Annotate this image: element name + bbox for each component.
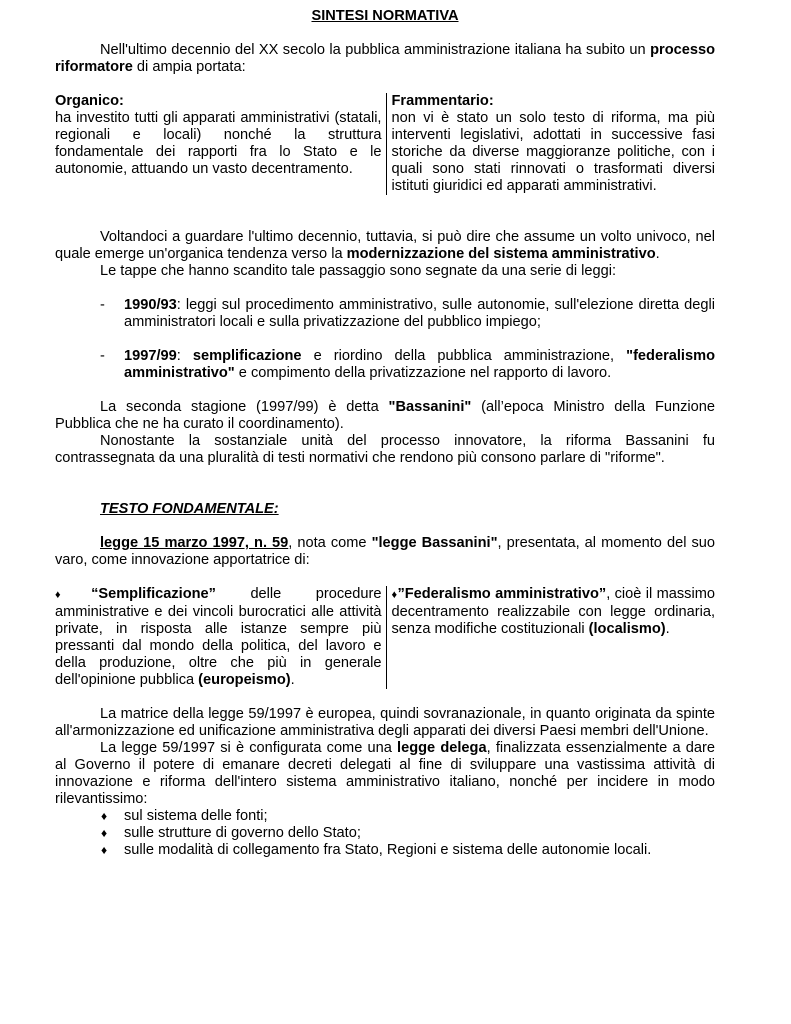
document-page	[55, 8, 715, 859]
para8-bold: legge delega	[397, 740, 487, 756]
legge-paragraph	[55, 535, 715, 569]
list-item	[55, 808, 715, 825]
modernizzazione-paragraph	[55, 229, 715, 263]
list-item-text: sulle modalità di collegamento fra Stato, Regioni e sistema delle autonomie locali.	[124, 842, 652, 858]
para8-text-end: , finalizzata essenzialmente a dare al Governo il potere di emanare decreti delegati al fine di sviluppare una vastissima attività di innovazione e riforma dell'intero sistema amministrativo italiano, nonché per incidere in modo rilevantissimo:	[55, 740, 715, 807]
list-item	[55, 297, 715, 331]
section-heading: TESTO FONDAMENTALE:	[100, 501, 279, 517]
riforme-paragraph: Nonostante la sostanziale unità del processo innovatore, la riforma Bassanini fu contrassegnata da una pluralità di testi normativi che rendono più consono parlare di "riforme".	[55, 433, 715, 466]
federalismo-text: , cioè il massimo decentramento realizzabile con legge ordinaria, senza modifiche costituzionali	[391, 586, 715, 637]
tappe-paragraph: Le tappe che hanno scandito tale passaggio sono segnate da una serie di leggi:	[100, 263, 617, 279]
semplificazione-column	[55, 586, 387, 689]
federalismo-column	[387, 586, 716, 689]
para4-bold: "Bassanini"	[388, 399, 472, 415]
para6-text: , nota come	[288, 535, 372, 551]
incidenza-list	[55, 808, 715, 859]
legge-delega-paragraph	[55, 740, 715, 808]
semplificazione-federalismo-table	[55, 586, 715, 689]
federalismo-heading: ”Federalismo amministrativo”	[397, 586, 607, 602]
step-year: 1990/93	[124, 297, 177, 313]
semplificazione-heading: “Semplificazione”	[91, 586, 216, 602]
semplificazione-end: .	[290, 672, 295, 688]
list-item-text: sulle strutture di governo dello Stato;	[124, 825, 361, 841]
intro-paragraph	[55, 42, 715, 76]
organico-heading: Organico:	[55, 93, 124, 109]
diamond-icon: ♦	[101, 843, 108, 857]
document-title: SINTESI NORMATIVA	[311, 8, 459, 24]
para6-text-end: , presentata, al momento del suo varo, come innovazione apportatrice di:	[55, 535, 716, 568]
organico-text: ha investito tutti gli apparati amministrativi (statali, regionali e locali) nonché la struttura fondamentale dei rapporti fra lo Stato e le autonomie, attuando un vasto decentramento.	[55, 110, 382, 177]
tappe-list	[55, 297, 715, 382]
intro-bold: processo riformatore	[55, 42, 715, 75]
step-bold: semplificazione	[192, 348, 302, 364]
diamond-icon: ♦	[391, 589, 398, 601]
para6-bold: "legge Bassanini"	[371, 535, 498, 551]
diamond-icon: ♦	[55, 589, 92, 601]
step-text: e riordino della pubblica amministrazione,	[301, 348, 627, 364]
organico-frammentario-table	[55, 93, 715, 195]
frammentario-text: non vi è stato un solo testo di riforma, ma più interventi legislativi, adottati in successive fasi storiche da diverse maggioranze politiche, con i quali sono stati rinnovati o trasformati diversi istituti giuridici ed apparati amministrativi.	[391, 110, 715, 194]
frammentario-heading: Frammentario:	[391, 93, 494, 109]
localismo-label: (localismo)	[588, 621, 666, 637]
legge-reference: legge 15 marzo 1997, n. 59	[100, 535, 289, 551]
list-item	[55, 348, 715, 382]
dash-marker: -	[100, 297, 105, 313]
para2-text-end: .	[655, 246, 660, 262]
federalismo-end: .	[665, 621, 670, 637]
para4-text-end: (all’epoca Ministro della Funzione Pubblica che ne ha curato il coordinamento).	[55, 399, 715, 432]
para4-text: La seconda stagione (1997/99) è detta	[100, 399, 389, 415]
frammentario-column	[387, 93, 716, 195]
para2-text: Voltandoci a guardare l'ultimo decennio, tuttavia, si può dire che assume un volto univoco, nel quale emerge un'organica tendenza verso la	[55, 229, 715, 262]
organico-column	[55, 93, 387, 195]
step-text-end: e compimento della privatizzazione nel rapporto di lavoro.	[234, 365, 612, 381]
diamond-icon: ♦	[101, 826, 108, 840]
step-bold: "federalismo amministrativo"	[124, 348, 715, 381]
step-sep: :	[176, 348, 193, 364]
matrice-paragraph: La matrice della legge 59/1997 è europea, quindi sovranazionale, in quanto originata da spinte all'armonizzazione ed unificazione amministrativa degli apparati dei diversi Paesi membri dell'Unione.	[55, 706, 715, 739]
step-text: : leggi sul procedimento amministrativo, sulle autonomie, sull'elezione diretta degli amministratori locali e sulla privatizzazione del pubblico impiego;	[124, 297, 715, 330]
bassanini-paragraph	[55, 399, 715, 433]
step-year: 1997/99	[124, 348, 177, 364]
intro-text-end: di ampia portata:	[132, 59, 246, 75]
para2-bold: modernizzazione del sistema amministrativo	[346, 246, 656, 262]
europeismo-label: (europeismo)	[198, 672, 291, 688]
intro-text: Nell'ultimo decennio del XX secolo la pubblica amministrazione italiana ha subito un	[100, 42, 651, 58]
para8-text: La legge 59/1997 si è configurata come una	[100, 740, 398, 756]
semplificazione-text: delle procedure amministrative e dei vincoli burocratici alle attività private, in risposta alle istanze sempre più pressanti dal mondo della politica, del lavoro e della produzione, oltre che più in generale dell'opinione pubblica	[55, 586, 382, 688]
list-item-text: sul sistema delle fonti;	[124, 808, 268, 824]
list-item	[55, 825, 715, 842]
dash-marker: -	[100, 348, 105, 364]
list-item	[55, 842, 715, 859]
diamond-icon: ♦	[101, 809, 108, 823]
